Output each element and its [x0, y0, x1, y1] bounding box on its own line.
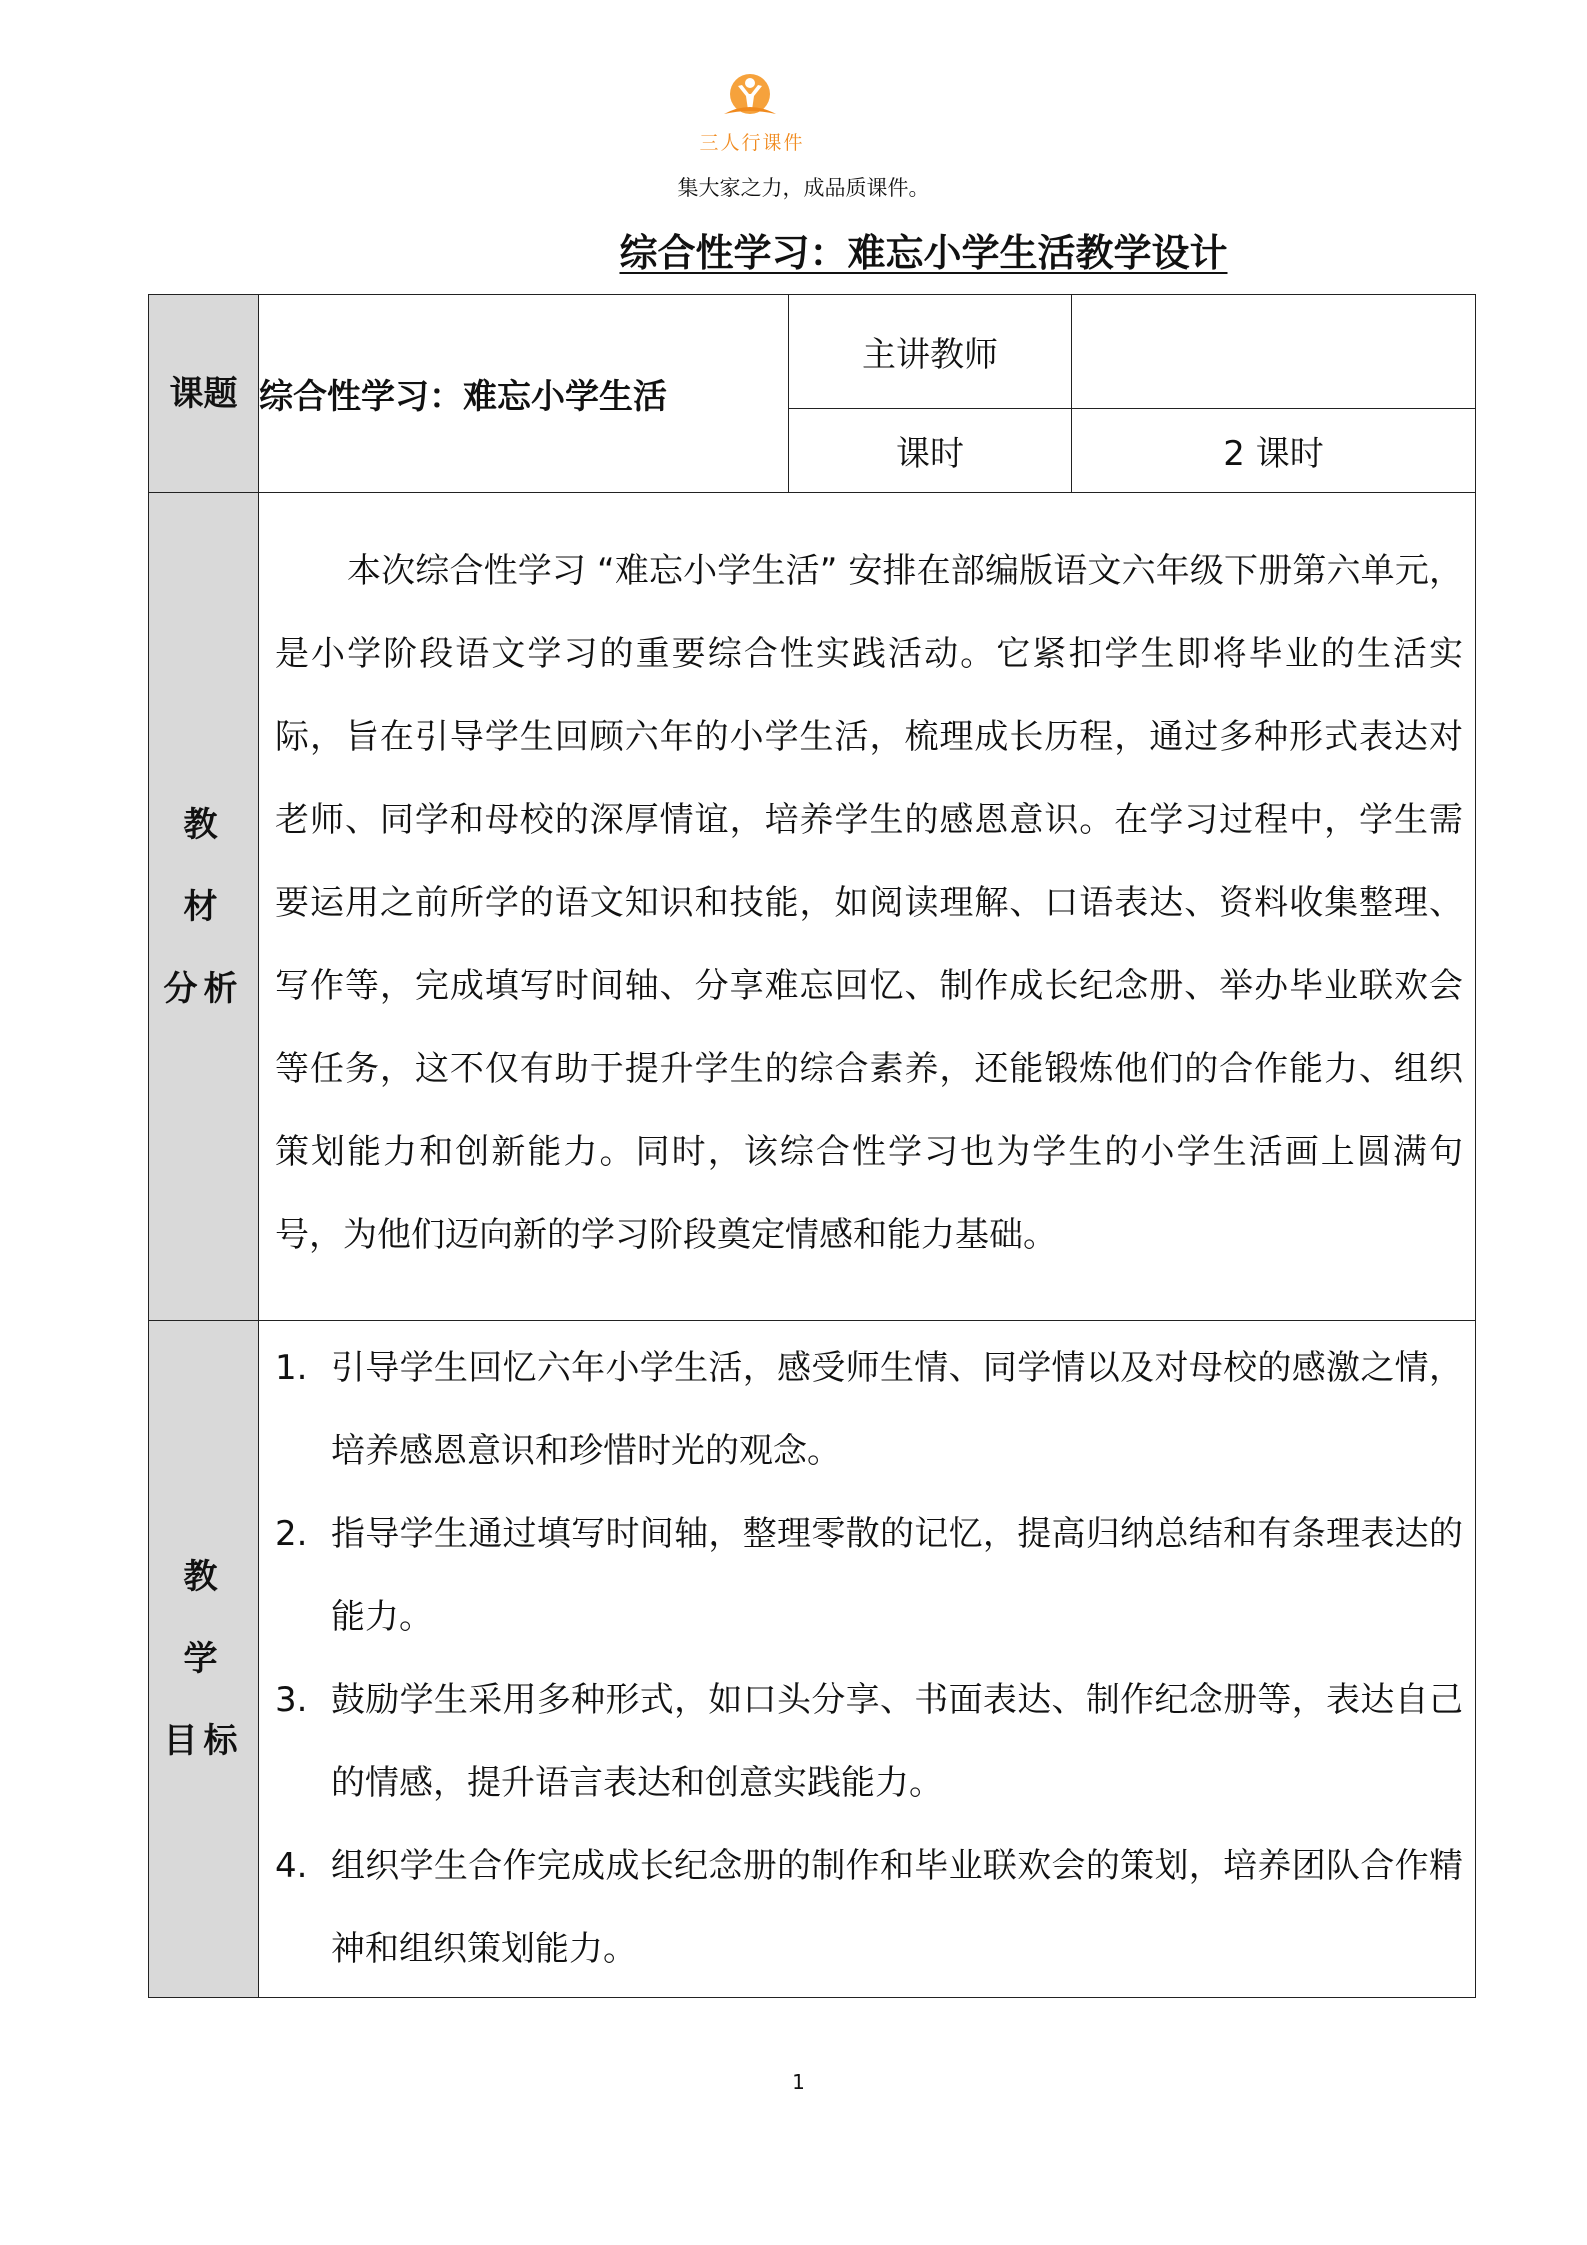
goals-label-line1: 教 学: [183, 1557, 224, 1679]
goals-list: [259, 1321, 1475, 1997]
goals-label-line2: 目标: [163, 1721, 244, 1761]
analysis-content-cell: [259, 493, 1476, 1321]
teacher-value: [1072, 295, 1476, 409]
logo-figure-icon: [690, 70, 810, 130]
goal-text: 引导学生回忆六年小学生活，感受师生情、同学情以及对母校的感激之情，培养感恩意识和珍惜时光的观念。: [331, 1348, 1463, 1471]
topic-label-cell: [149, 295, 259, 493]
goal-item: [275, 1493, 1463, 1659]
hours-value: 2 课时: [1072, 409, 1476, 493]
analysis-label-line1: 教 材: [183, 804, 224, 927]
logo-text: 三人行课件: [699, 132, 805, 154]
goal-text: 指导学生通过填写时间轴，整理零散的记忆，提高归纳总结和有条理表达的能力。: [331, 1514, 1463, 1637]
analysis-label-cell: [149, 493, 259, 1321]
analysis-text: 本次综合性学习 “难忘小学生活” 安排在部编版语文六年级下册第六单元，是小学阶段语文学习的重要综合性实践活动。它紧扣学生即将毕业的生活实际，旨在引导学生回顾六年的小学生活，梳理成长历程，通过多种形式表达对老师、同学和母校的深厚情谊，培养学生的感恩意识。在学习过程中，学生需要运用之前所学的语文知识和技能，如阅读理解、口语表达、资料收集整理、写作等，完成填写时间轴、分享难忘回忆、制作成长纪念册、举办毕业联欢会等任务，这不仅有助于提升学生的综合素养，还能锻炼他们的合作能力、组织策划能力和创新能力。同时，该综合性学习也为学生的小学生活画上圆满句号，为他们迈向新的学习阶段奠定情感和能力基础。: [275, 551, 1463, 1255]
page-number: 1: [792, 2070, 805, 2094]
analysis-label-line2: 分析: [163, 968, 244, 1009]
goal-number: 1.: [275, 1348, 308, 1388]
goals-content-cell: [259, 1321, 1476, 1998]
hours-label: 课时: [789, 409, 1072, 493]
goal-number: 3.: [275, 1680, 308, 1720]
goal-item: [275, 1659, 1463, 1825]
goal-text: 组织学生合作完成成长纪念册的制作和毕业联欢会的策划，培养团队合作精神和组织策划能力。: [331, 1846, 1463, 1969]
goals-label-cell: [149, 1321, 259, 1998]
document-title: 综合性学习：难忘小学生活教学设计: [619, 231, 1228, 275]
goal-item: [275, 1825, 1463, 1991]
slogan: 集大家之力，成品质课件。: [677, 176, 930, 200]
goal-number: 2.: [275, 1514, 308, 1554]
goal-text: 鼓励学生采用多种形式，如口头分享、书面表达、制作纪念册等，表达自己的情感，提升语言表达和创意实践能力。: [331, 1680, 1463, 1803]
lesson-plan-table: [148, 294, 1476, 1998]
topic-label: 课题: [169, 373, 238, 414]
goal-item: [275, 1327, 1463, 1493]
goal-number: 4.: [275, 1846, 308, 1886]
topic-value: 综合性学习：难忘小学生活: [259, 295, 789, 493]
teacher-label: 主讲教师: [789, 295, 1072, 409]
